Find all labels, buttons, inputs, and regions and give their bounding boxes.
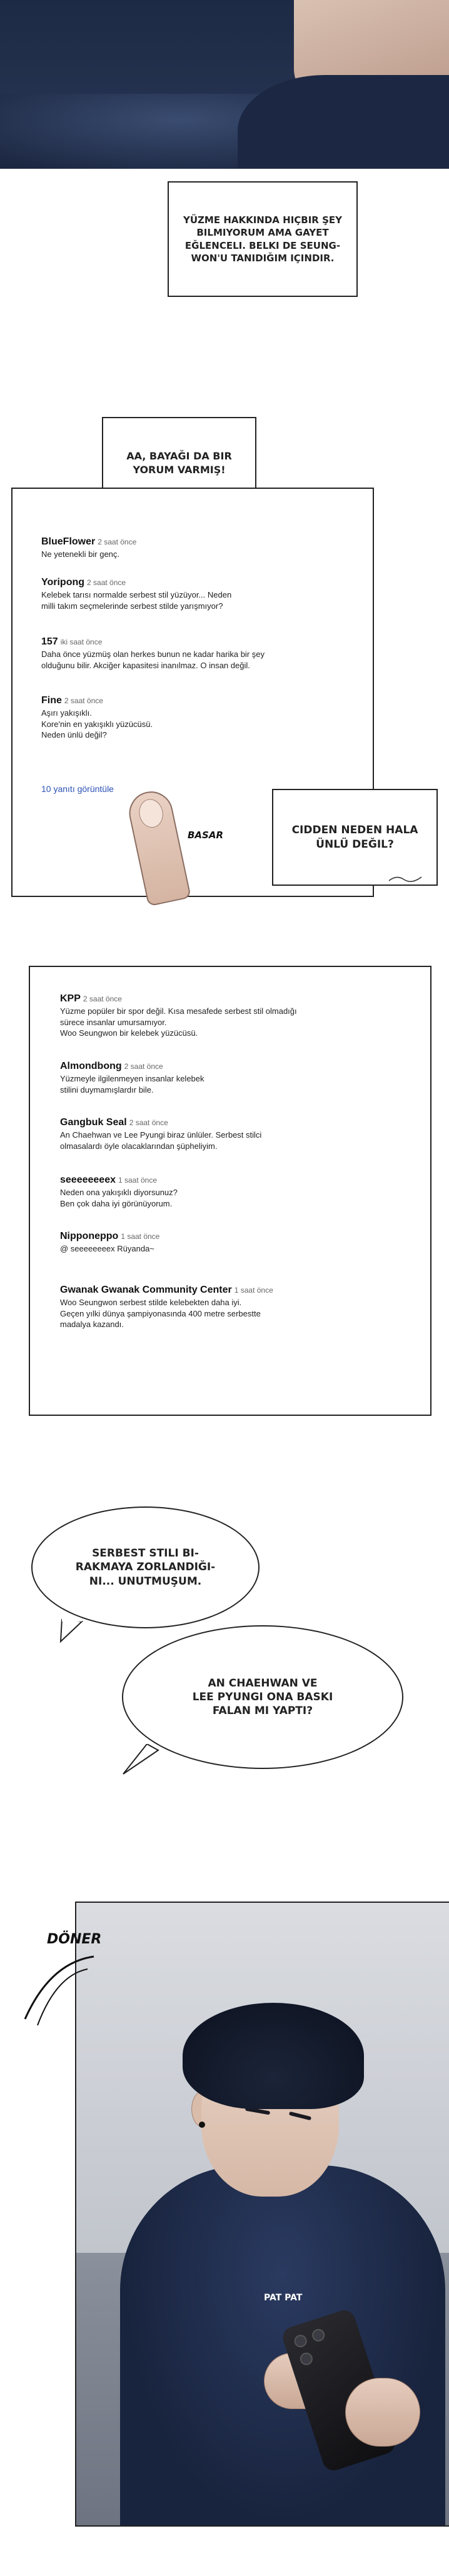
sfx-tap: PAT PAT (264, 2293, 303, 2303)
comment-item (30, 993, 430, 1039)
motion-lines (13, 1950, 100, 2038)
caption-top-text: YÜZME HAKKINDA HIÇBIR ŞEY BILMIYORUM AMA GAYET EĞLENCELI. BELKI DE SEUNG-WON'U TANIDIĞIM IÇINDIR. (183, 214, 342, 264)
character-shirt (120, 2165, 445, 2527)
character-earring (199, 2122, 205, 2128)
comment-item (30, 1061, 430, 1095)
comment-item (13, 695, 373, 741)
comment-text: Aşırı yakışıklı. Kore'nin en yakışıklı yüzücüsü. Neden ünlü değil? (41, 708, 153, 740)
character-hand-right (345, 2378, 420, 2447)
comment-user: Almondbong (60, 1061, 122, 1071)
speech-bubble-pressure-text: AN CHAEHWAN VE LEE PYUNGI ONA BASKI FALAN MI YAPTI? (192, 1676, 333, 1718)
speech-bubble-forgot-text: SERBEST STILI BI- RAKMAYA ZORLANDIĞI- NI... UNUTMUŞUM. (75, 1547, 216, 1588)
comment-text: Yüzme popüler bir spor değil. Kısa mesafede serbest stil olmadığı sürece insanlar umursamıyor. Woo Seungwon bir kelebek yüzücüsü. (60, 1006, 297, 1038)
speech-tail-2 (122, 1744, 159, 1775)
comment-text: Ne yetenekli bir genç. (41, 549, 120, 559)
hand-scribble-mark (388, 872, 425, 885)
comment-item (13, 636, 373, 671)
phone-camera-lens (298, 2351, 314, 2367)
comment-user: Gwanak Gwanak Community Center (60, 1285, 232, 1295)
comment-item (13, 536, 373, 560)
comment-text: Daha önce yüzmüş olan herkes bunun ne kadar harika bir şey olduğunu bilir. Akciğer kapasitesi inanılmaz. O insan değil. (41, 649, 265, 670)
comment-text: Neden ona yakışıklı diyorsunuz? Ben çok daha iyi görünüyorum. (60, 1188, 178, 1208)
comment-item (30, 1231, 430, 1255)
comment-text: Yüzmeyle ilgilenmeyen insanlar kelebek stilini duymamışlardır bile. (60, 1074, 204, 1095)
sfx-press: BASAR (188, 829, 224, 841)
comment-text: Kelebek tarısı normalde serbest stil yüzüyor... Neden milli takım seçmelerinde serbest stilde yarışmıyor? (41, 590, 232, 611)
phone-camera-lens (311, 2327, 326, 2343)
sfx-turn: DÖNER (47, 1932, 102, 1947)
speech-tail-1 (59, 1619, 84, 1644)
phone-camera-lens (293, 2333, 308, 2349)
comment-time: 2 saat önce (129, 1118, 168, 1127)
sleeve-illustration (238, 75, 449, 169)
comment-item (13, 577, 373, 611)
speech-bubble-pressure (122, 1625, 403, 1769)
comment-user: Yoripong (41, 577, 85, 588)
caption-top (168, 181, 358, 297)
comment-text: Woo Seungwon serbest stilde kelebekten daha iyi. Geçen yılki dünya şampiyonasında 400 metre serbestte madalya kazandı. (60, 1298, 261, 1330)
comment-user: Nipponeppo (60, 1231, 119, 1241)
comment-user: KPP (60, 993, 81, 1004)
caption-why-famous (272, 789, 438, 886)
comment-user: seeeeeeeex (60, 1175, 116, 1185)
caption-why-famous-text: CIDDEN NEDEN HALA ÜNLÜ DEĞIL? (291, 823, 418, 851)
comment-text: An Chaehwan ve Lee Pyungi biraz ünlüler. Serbest stilci olmasalardı öyle olacaklarından şüpheliyim. (60, 1130, 262, 1151)
fingernail (136, 797, 166, 830)
comment-text: @ seeeeeeeex Rüyanda~ (60, 1244, 154, 1253)
view-replies-link[interactable]: 10 yanıtı görüntüle (41, 784, 114, 794)
comment-user: Fine (41, 695, 62, 706)
comment-user: BlueFlower (41, 536, 96, 547)
comment-time: 2 saat önce (98, 538, 137, 546)
comment-time: 2 saat önce (64, 696, 103, 705)
comment-time: 2 saat önce (87, 578, 126, 587)
comment-time: 2 saat önce (83, 995, 122, 1003)
top-panel-illustration (0, 0, 449, 169)
character-eye (289, 2112, 311, 2121)
comment-time: 2 saat önce (124, 1062, 163, 1071)
comment-time: iki saat önce (60, 638, 103, 646)
comment-item (30, 1117, 430, 1151)
comment-time: 1 saat önce (121, 1232, 160, 1241)
speech-bubble-forgot (31, 1506, 260, 1628)
comment-user: 157 (41, 636, 58, 647)
comment-user: Gangbuk Seal (60, 1117, 127, 1128)
comment-time: 1 saat önce (234, 1286, 273, 1295)
bottom-panel-illustration (75, 1902, 449, 2527)
comment-item (30, 1175, 430, 1209)
caption-comments-header-text: AA, BAYAĞI DA BIR YORUM VARMIŞ! (126, 450, 232, 476)
character-hair (183, 2003, 364, 2109)
comment-item (30, 1285, 430, 1330)
comment-time: 1 saat önce (118, 1176, 158, 1185)
comments-panel-2 (29, 966, 431, 1416)
